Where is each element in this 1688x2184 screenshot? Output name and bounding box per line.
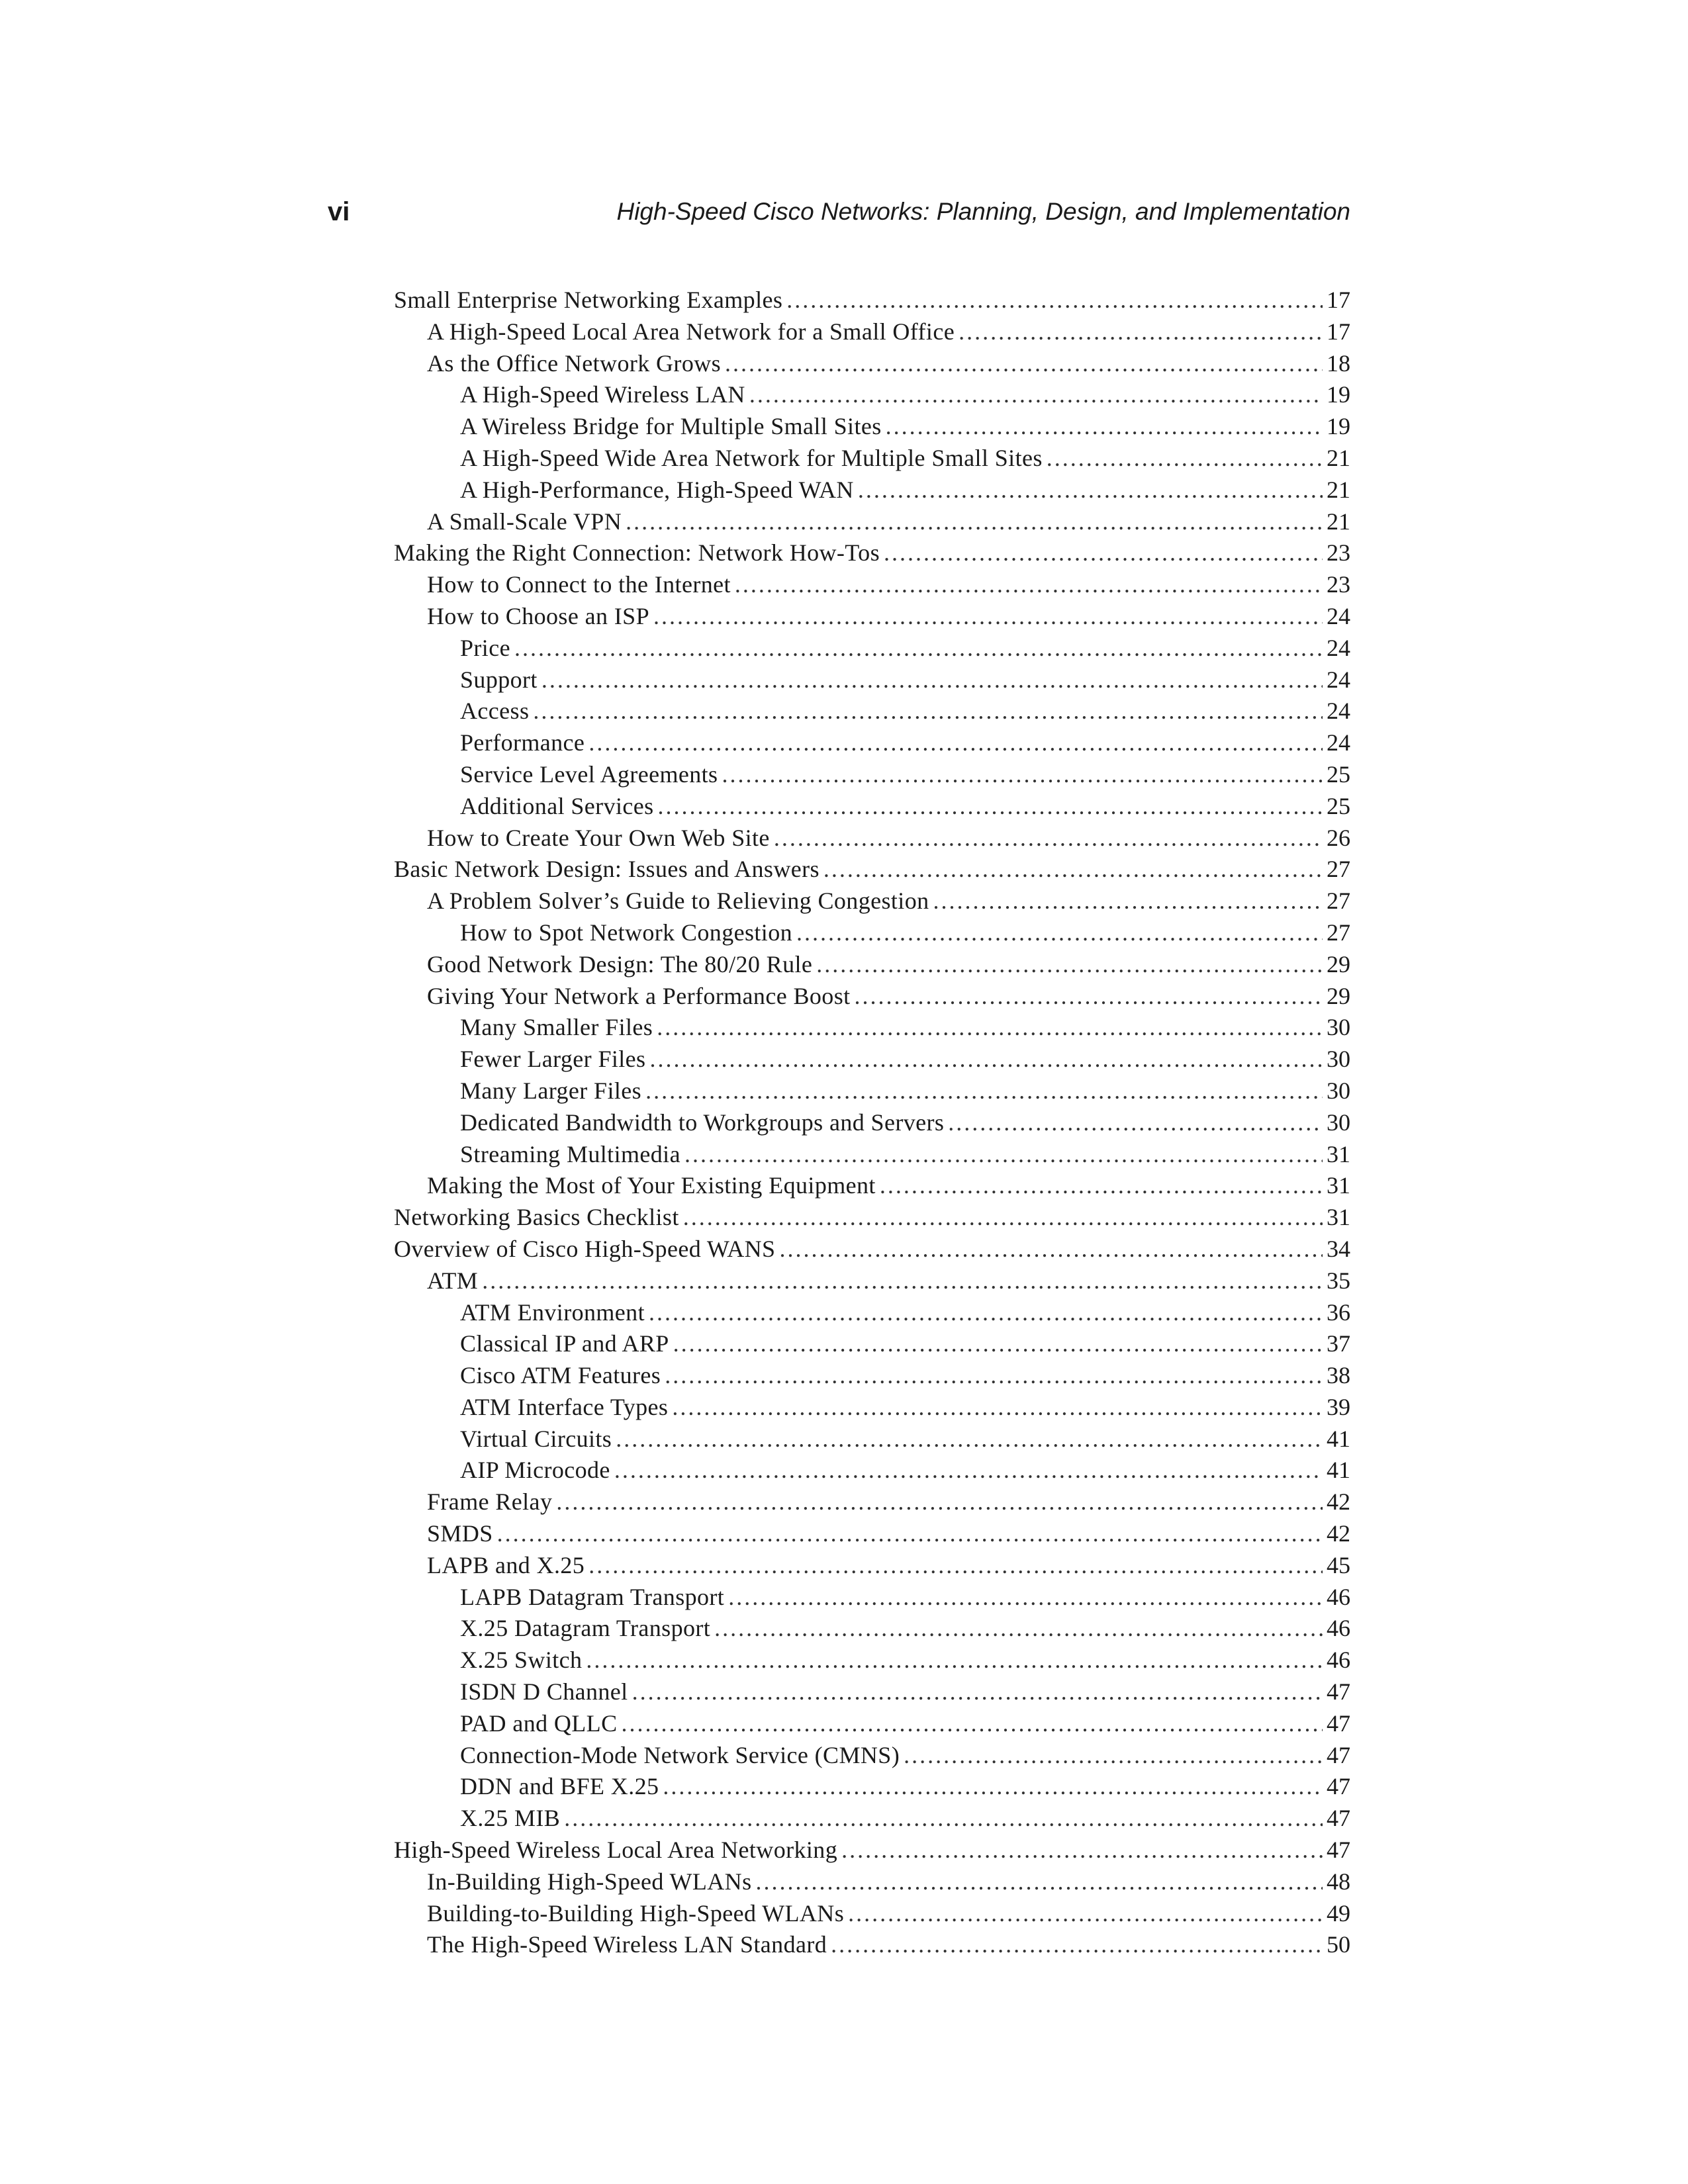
toc-entry-title: LAPB Datagram Transport <box>460 1583 725 1610</box>
toc-entry <box>394 1645 1350 1676</box>
toc-dot-leader <box>714 1613 1323 1645</box>
toc-entry-page: 24 <box>1327 729 1350 756</box>
toc-entry <box>394 1486 1350 1518</box>
toc-dot-leader <box>657 1012 1323 1044</box>
toc-entry-title: A High-Speed Wide Area Network for Multiple Small Sites <box>460 444 1043 471</box>
toc-entry-page: 19 <box>1327 413 1350 440</box>
toc-entry <box>394 1170 1350 1202</box>
toc-entry-page: 27 <box>1327 856 1350 883</box>
toc-entry <box>394 1044 1350 1075</box>
toc-dot-leader <box>586 1645 1323 1676</box>
toc-entry-page: 25 <box>1327 792 1350 819</box>
toc-entry-page: 42 <box>1327 1520 1350 1547</box>
toc-entry-page: 46 <box>1327 1583 1350 1610</box>
toc-dot-leader <box>684 1139 1323 1171</box>
toc-dot-leader <box>725 348 1323 380</box>
toc-entry <box>394 1392 1350 1424</box>
toc-entry <box>394 1424 1350 1455</box>
toc-entry-page: 24 <box>1327 698 1350 725</box>
toc-dot-leader <box>774 823 1323 854</box>
toc-entry-page: 30 <box>1327 1109 1350 1136</box>
toc-entry-title: Cisco ATM Features <box>460 1362 661 1389</box>
toc-entry-title: Building-to-Building High-Speed WLANs <box>427 1899 845 1927</box>
toc-entry-title: Service Level Agreements <box>460 760 718 788</box>
toc-dot-leader <box>658 791 1323 823</box>
toc-entry <box>394 664 1350 696</box>
toc-entry-page: 21 <box>1327 476 1350 503</box>
toc-entry-title: Additional Services <box>460 792 654 819</box>
toc-dot-leader <box>948 1107 1323 1139</box>
toc-entry <box>394 1676 1350 1708</box>
toc-entry <box>394 854 1350 886</box>
toc-entry-page: 31 <box>1327 1172 1350 1199</box>
toc-entry-page: 41 <box>1327 1457 1350 1484</box>
toc-dot-leader <box>632 1676 1323 1708</box>
toc-dot-leader <box>796 917 1323 949</box>
toc-entry-page: 27 <box>1327 887 1350 915</box>
toc-entry-page: 17 <box>1327 318 1350 345</box>
toc-entry <box>394 1328 1350 1360</box>
toc-entry-title: How to Choose an ISP <box>427 602 650 629</box>
toc-entry-page: 47 <box>1327 1837 1350 1864</box>
toc-entry <box>394 727 1350 759</box>
toc-dot-leader <box>904 1740 1323 1772</box>
toc-entry-page: 30 <box>1327 1046 1350 1073</box>
toc-dot-leader <box>728 1582 1323 1614</box>
toc-entry <box>394 411 1350 443</box>
toc-entry-title: X.25 Switch <box>460 1647 583 1674</box>
toc-entry-title: Dedicated Bandwidth to Workgroups and Servers <box>460 1109 945 1136</box>
toc-entry-page: 17 <box>1327 287 1350 313</box>
toc-entry <box>394 791 1350 823</box>
toc-entry-title: Making the Most of Your Existing Equipment <box>427 1172 876 1199</box>
toc-entry <box>394 886 1350 917</box>
toc-entry <box>394 1771 1350 1803</box>
toc-entry <box>394 917 1350 949</box>
toc-entry <box>394 348 1350 380</box>
toc-entry-title: A High-Speed Local Area Network for a Small Office <box>427 318 955 345</box>
toc-entry-title: Frame Relay <box>427 1488 553 1516</box>
toc-entry <box>394 1234 1350 1265</box>
toc-entry-title: A High-Performance, High-Speed WAN <box>460 476 854 503</box>
toc-dot-leader <box>614 1455 1323 1486</box>
toc-dot-leader <box>858 475 1323 506</box>
toc-dot-leader <box>848 1898 1323 1930</box>
running-title: High-Speed Cisco Networks: Planning, Design, and Implementation <box>616 198 1350 225</box>
toc-entry-title: Giving Your Network a Performance Boost <box>427 982 851 1009</box>
toc-entry-page: 31 <box>1327 1140 1350 1167</box>
toc-dot-leader <box>653 601 1323 633</box>
toc-entry-title: In-Building High-Speed WLANs <box>427 1868 752 1895</box>
toc-dot-leader <box>556 1486 1323 1518</box>
toc-entry <box>394 1898 1350 1930</box>
toc-entry-title: Good Network Design: The 80/20 Rule <box>427 950 813 978</box>
toc-entry <box>394 1613 1350 1645</box>
toc-entry-page: 47 <box>1327 1709 1350 1737</box>
toc-dot-leader <box>735 569 1323 601</box>
toc-entry <box>394 1139 1350 1171</box>
toc-entry-title: SMDS <box>427 1520 493 1547</box>
toc-entry <box>394 1582 1350 1614</box>
toc-dot-leader <box>482 1265 1323 1297</box>
toc-entry-title: PAD and QLLC <box>460 1709 618 1737</box>
toc-dot-leader <box>933 886 1323 917</box>
toc-dot-leader <box>663 1771 1323 1803</box>
toc-entry <box>394 823 1350 854</box>
toc-entry-title: Streaming Multimedia <box>460 1140 680 1167</box>
toc-entry-page: 23 <box>1327 571 1350 598</box>
toc-entry-title: ATM Interface Types <box>460 1393 669 1420</box>
toc-dot-leader <box>673 1328 1323 1360</box>
toc-dot-leader <box>645 1075 1323 1107</box>
toc-entry-page: 35 <box>1327 1267 1350 1294</box>
toc-entry-title: Small Enterprise Networking Examples <box>394 287 783 313</box>
toc-entry <box>394 1550 1350 1582</box>
toc-entry-page: 42 <box>1327 1488 1350 1516</box>
toc-entry <box>394 506 1350 538</box>
toc-entry <box>394 1708 1350 1740</box>
toc-entry-title: As the Office Network Grows <box>427 349 722 377</box>
toc-dot-leader <box>749 379 1323 411</box>
toc-entry-page: 30 <box>1327 1077 1350 1104</box>
toc-entry-title: The High-Speed Wireless LAN Standard <box>427 1931 827 1958</box>
toc-entry-page: 26 <box>1327 824 1350 851</box>
toc-dot-leader <box>497 1518 1323 1550</box>
toc-dot-leader <box>1047 443 1323 475</box>
toc-entry-title: X.25 Datagram Transport <box>460 1615 711 1642</box>
toc-dot-leader <box>855 981 1323 1013</box>
toc-entry-title: Overview of Cisco High-Speed WANS <box>394 1235 776 1262</box>
toc-entry-title: Many Smaller Files <box>460 1014 653 1041</box>
toc-entry-title: X.25 MIB <box>460 1805 561 1832</box>
toc-dot-leader <box>880 1170 1323 1202</box>
toc-entry-title: Connection-Mode Network Service (CMNS) <box>460 1741 900 1768</box>
toc-dot-leader <box>626 506 1323 538</box>
toc-entry-page: 18 <box>1327 349 1350 377</box>
toc-entry-title: ATM Environment <box>460 1298 645 1326</box>
toc-entry <box>394 696 1350 727</box>
toc-entry-page: 45 <box>1327 1551 1350 1578</box>
toc-entry-page: 29 <box>1327 982 1350 1009</box>
toc-dot-leader <box>779 1234 1323 1265</box>
toc-entry-page: 38 <box>1327 1362 1350 1389</box>
toc-entry-title: DDN and BFE X.25 <box>460 1773 659 1800</box>
toc-dot-leader <box>541 664 1323 696</box>
toc-entry-page: 48 <box>1327 1868 1350 1895</box>
toc-entry-title: AIP Microcode <box>460 1457 610 1484</box>
toc-dot-leader <box>886 411 1323 443</box>
toc-dot-leader <box>665 1360 1323 1392</box>
toc-entry <box>394 981 1350 1013</box>
toc-dot-leader <box>514 633 1323 664</box>
toc-entry-page: 29 <box>1327 950 1350 978</box>
toc-dot-leader <box>683 1202 1323 1234</box>
toc-entry <box>394 1803 1350 1835</box>
toc-dot-leader <box>649 1044 1323 1075</box>
toc-entry <box>394 1202 1350 1234</box>
toc-entry <box>394 1518 1350 1550</box>
toc-entry-title: Networking Basics Checklist <box>394 1204 679 1231</box>
toc-entry <box>394 537 1350 569</box>
toc-dot-leader <box>616 1424 1323 1455</box>
page-folio: vi <box>328 197 350 226</box>
toc-dot-leader <box>816 949 1323 981</box>
toc-dot-leader <box>533 696 1323 727</box>
toc-entry <box>394 759 1350 791</box>
toc-entry <box>394 1012 1350 1044</box>
toc-entry-page: 49 <box>1327 1899 1350 1927</box>
toc-entry <box>394 949 1350 981</box>
toc-entry-page: 47 <box>1327 1741 1350 1768</box>
toc-entry-page: 23 <box>1327 539 1350 567</box>
toc-entry-title: A High-Speed Wireless LAN <box>460 381 745 408</box>
toc-entry-page: 24 <box>1327 602 1350 629</box>
toc-entry-page: 50 <box>1327 1931 1350 1958</box>
toc-entry <box>394 475 1350 506</box>
toc-dot-leader <box>672 1392 1323 1424</box>
toc-entry-page: 47 <box>1327 1773 1350 1800</box>
toc-entry <box>394 379 1350 411</box>
toc-dot-leader <box>831 1929 1323 1961</box>
toc-entry-title: Performance <box>460 729 585 756</box>
toc-entry-title: Basic Network Design: Issues and Answers <box>394 856 820 883</box>
toc-entry-page: 37 <box>1327 1330 1350 1357</box>
toc-entry-page: 27 <box>1327 919 1350 946</box>
toc-entry-page: 19 <box>1327 381 1350 408</box>
toc-entry-page: 24 <box>1327 666 1350 693</box>
toc-dot-leader <box>823 854 1323 886</box>
toc-entry <box>394 1297 1350 1329</box>
toc-entry <box>394 1866 1350 1898</box>
toc-entry-title: A Small-Scale VPN <box>427 508 622 535</box>
table-of-contents <box>394 285 1350 1961</box>
toc-entry-title: How to Create Your Own Web Site <box>427 824 770 851</box>
toc-dot-leader <box>649 1297 1323 1329</box>
toc-entry-page: 25 <box>1327 760 1350 788</box>
toc-entry <box>394 1265 1350 1297</box>
toc-entry-title: Fewer Larger Files <box>460 1046 646 1073</box>
page-header <box>328 192 1350 232</box>
toc-entry <box>394 1835 1350 1866</box>
toc-entry-title: ATM <box>427 1267 479 1294</box>
toc-entry <box>394 1107 1350 1139</box>
toc-entry-page: 47 <box>1327 1805 1350 1832</box>
toc-entry <box>394 285 1350 316</box>
toc-entry-title: How to Connect to the Internet <box>427 571 731 598</box>
toc-entry-title: A Wireless Bridge for Multiple Small Sites <box>460 413 882 440</box>
toc-entry <box>394 1929 1350 1961</box>
toc-entry <box>394 1455 1350 1486</box>
toc-entry-page: 47 <box>1327 1678 1350 1706</box>
toc-entry-title: Price <box>460 634 510 661</box>
toc-entry-title: Virtual Circuits <box>460 1425 612 1452</box>
toc-entry-title: How to Spot Network Congestion <box>460 919 792 946</box>
toc-entry <box>394 1075 1350 1107</box>
toc-entry-page: 39 <box>1327 1393 1350 1420</box>
toc-entry-page: 24 <box>1327 634 1350 661</box>
toc-entry-page: 46 <box>1327 1647 1350 1674</box>
toc-entry <box>394 633 1350 664</box>
toc-entry-page: 30 <box>1327 1014 1350 1041</box>
toc-dot-leader <box>564 1803 1323 1835</box>
toc-entry <box>394 1360 1350 1392</box>
toc-entry-title: High-Speed Wireless Local Area Networking <box>394 1837 838 1864</box>
toc-entry <box>394 1740 1350 1772</box>
toc-entry <box>394 316 1350 348</box>
toc-dot-leader <box>722 759 1323 791</box>
toc-entry-page: 34 <box>1327 1235 1350 1262</box>
toc-entry-title: Many Larger Files <box>460 1077 642 1104</box>
toc-entry-page: 46 <box>1327 1615 1350 1642</box>
toc-dot-leader <box>621 1708 1323 1740</box>
toc-entry-page: 31 <box>1327 1204 1350 1231</box>
toc-entry-title: LAPB and X.25 <box>427 1551 585 1578</box>
toc-entry-page: 36 <box>1327 1298 1350 1326</box>
toc-entry-page: 41 <box>1327 1425 1350 1452</box>
toc-entry-title: Making the Right Connection: Network How-Tos <box>394 539 880 567</box>
toc-entry-title: A Problem Solver’s Guide to Relieving Congestion <box>427 887 929 915</box>
toc-dot-leader <box>884 537 1323 569</box>
toc-entry <box>394 569 1350 601</box>
toc-entry-title: Classical IP and ARP <box>460 1330 669 1357</box>
toc-dot-leader <box>959 316 1323 348</box>
toc-entry <box>394 601 1350 633</box>
toc-dot-leader <box>588 727 1323 759</box>
toc-entry-page: 21 <box>1327 444 1350 471</box>
toc-dot-leader <box>756 1866 1323 1898</box>
toc-dot-leader <box>841 1835 1323 1866</box>
toc-dot-leader <box>588 1550 1323 1582</box>
toc-entry-title: Access <box>460 698 530 725</box>
toc-entry <box>394 443 1350 475</box>
toc-entry-title: ISDN D Channel <box>460 1678 628 1706</box>
toc-entry-page: 21 <box>1327 508 1350 535</box>
toc-dot-leader <box>786 285 1323 316</box>
toc-entry-title: Support <box>460 666 538 693</box>
